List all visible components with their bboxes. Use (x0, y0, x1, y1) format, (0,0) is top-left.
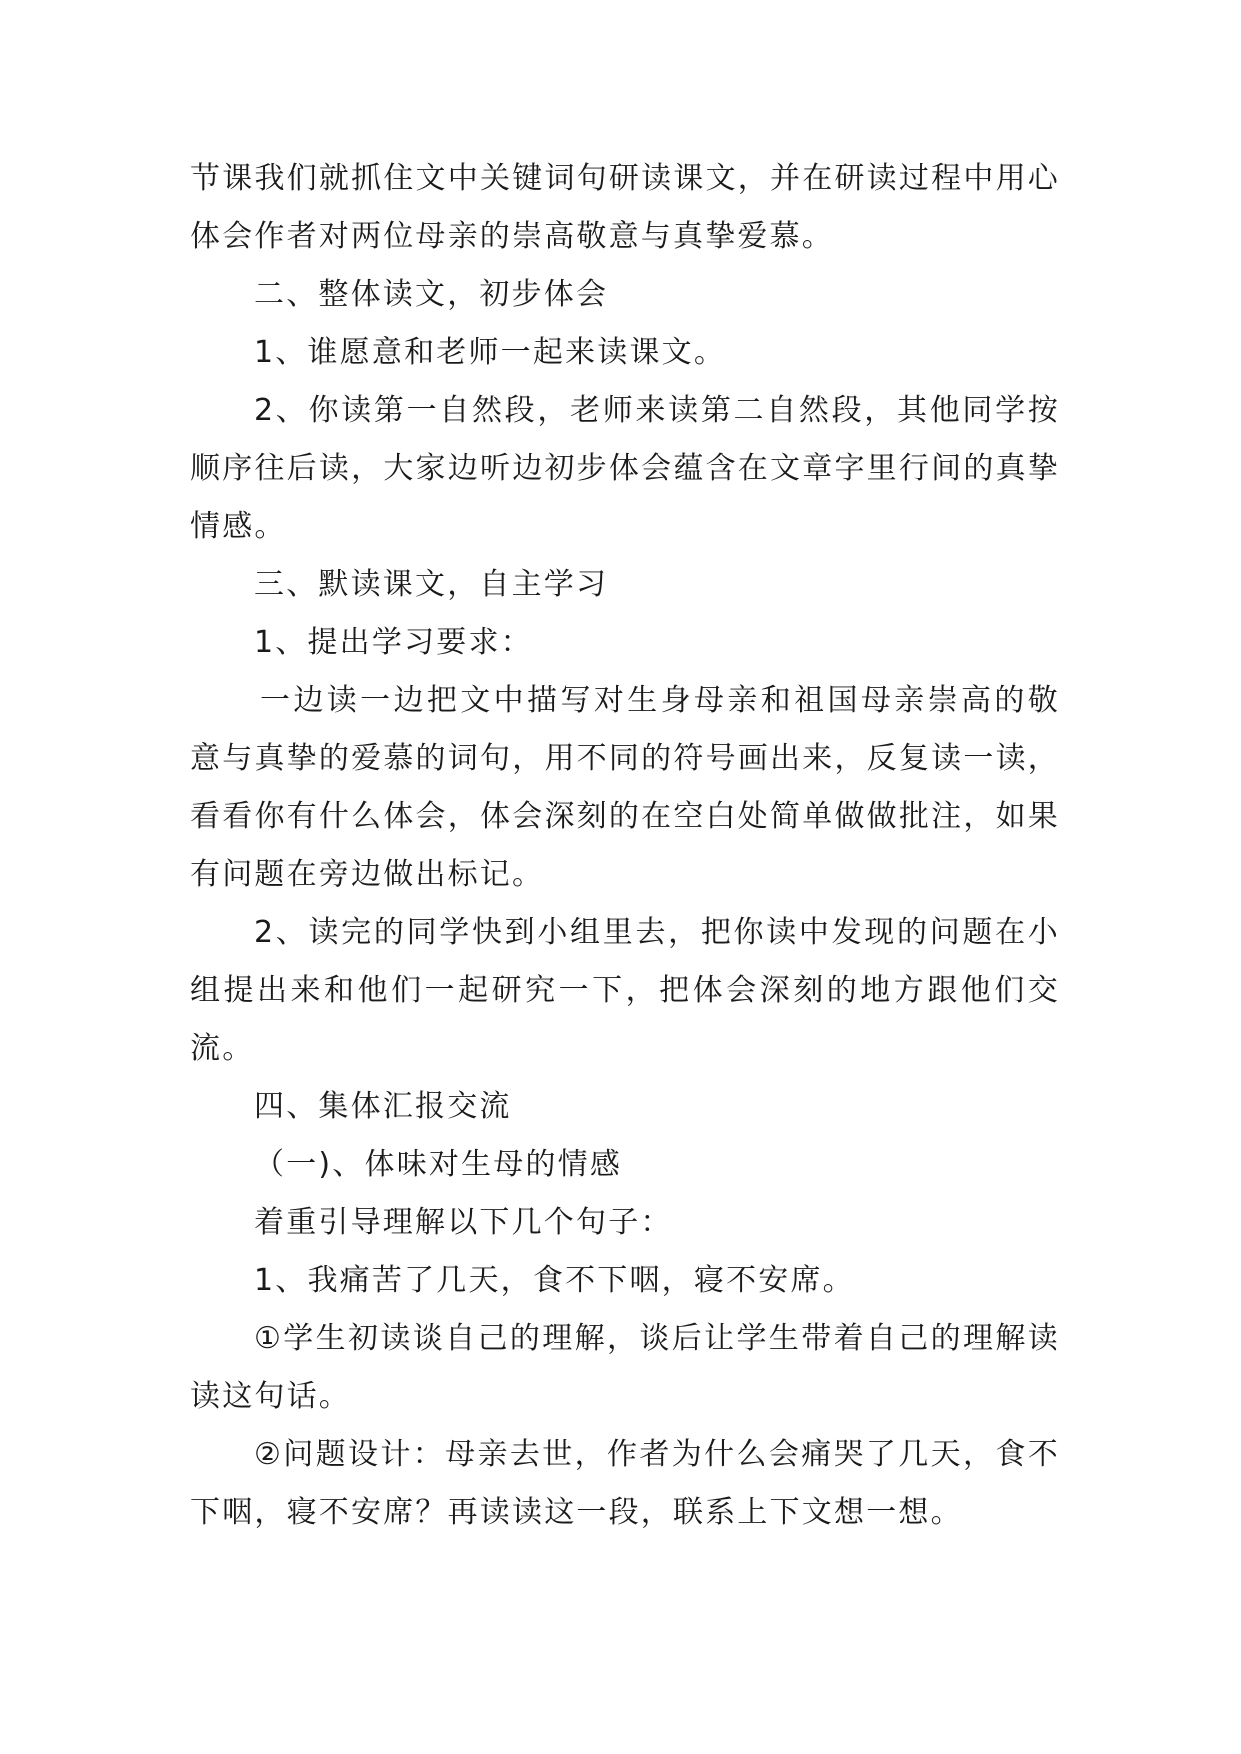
paragraph-point-1: ①学生初读谈自己的理解，谈后让学生带着自己的理解读读这句话。 (190, 1321, 1060, 1414)
paragraph-point-2: ②问题设计：母亲去世，作者为什么会痛哭了几天，食不下咽，寝不安席？再读读这一段，联系上下文想一想。 (190, 1437, 1060, 1530)
paragraph-step-2: 2、你读第一自然段，老师来读第二自然段，其他同学按顺序往后读，大家边听边初步体会蕴含在文章字里行间的真挚情感。 (190, 393, 1060, 544)
section-heading-3: 三、默读课文，自主学习 (254, 567, 609, 602)
paragraph-group-discussion: 2、读完的同学快到小组里去，把你读中发现的问题在小组提出来和他们一起研究一下，把体会深刻的地方跟他们交流。 (190, 915, 1060, 1066)
paragraph-step-1: 1、谁愿意和老师一起来读课文。 (254, 335, 727, 370)
section-heading-2: 二、整体读文，初步体会 (254, 277, 609, 312)
paragraph-sentence-1: 1、我痛苦了几天，食不下咽，寝不安席。 (254, 1263, 855, 1298)
section-heading-4: 四、集体汇报交流 (254, 1089, 512, 1124)
subsection-heading-1: （一)、体味对生母的情感 (254, 1147, 623, 1182)
paragraph-guide: 着重引导理解以下几个句子： (254, 1205, 673, 1240)
paragraph-requirement-body: 一边读一边把文中描写对生身母亲和祖国母亲崇高的敬意与真挚的爱慕的词句，用不同的符号画出来，反复读一读，看看你有什么体会，体会深刻的在空白处简单做做批注，如果有问题在旁边做出标记。 (190, 683, 1060, 892)
document-page (190, 150, 1060, 1542)
paragraph-continuation: 节课我们就抓住文中关键词句研读课文，并在研读过程中用心体会作者对两位母亲的崇高敬意与真挚爱慕。 (190, 161, 1060, 254)
paragraph-requirement-title: 1、提出学习要求： (254, 625, 533, 660)
